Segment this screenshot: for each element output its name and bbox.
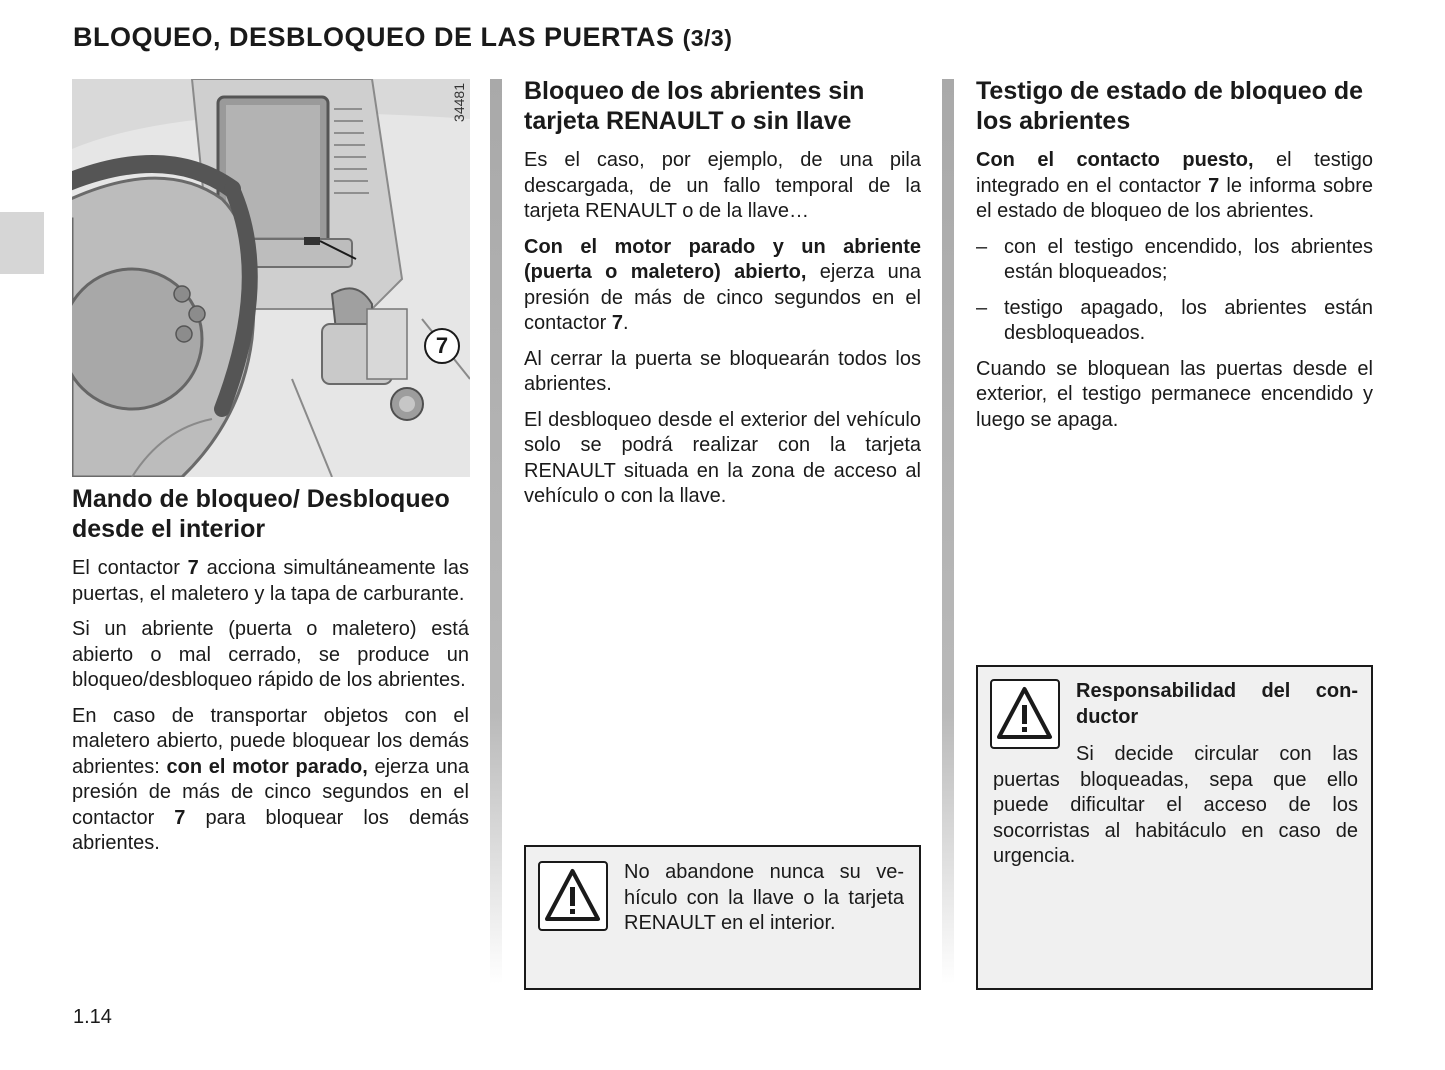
- car-interior-drawing: [72, 79, 470, 477]
- col1-heading: Mando de bloqueo/ Desbloqueo desde el interior: [72, 485, 450, 543]
- column-divider-1: [490, 79, 502, 984]
- callout-7: 7: [424, 328, 460, 364]
- column-divider-2: [942, 79, 954, 984]
- col2-heading: Bloqueo de los abrientes sin tarjeta RENAULT o sin llave: [524, 77, 865, 135]
- col3-paragraph-1: Con el contacto puesto, el testigo integrado en el contactor 7 le informa sobre el estado de bloqueo de los abrientes.: [976, 149, 1374, 222]
- warning-triangle-icon: [990, 679, 1060, 749]
- warning-triangle-icon: [538, 861, 608, 931]
- col3-warning-text: Si decide circular con las puertas bloqueadas, sepa que ello puede dificultar el acceso de los socorristas al habitáculo en caso de urgencia.: [993, 743, 1358, 867]
- page-title-main: BLOQUEO, DESBLOQUEO DE LAS PUERTAS: [73, 22, 675, 52]
- col2-paragraph-2: Con el motor parado y un abriente (puerta o maletero) abierto, ejerza una presión de más de cinco segundos en el contactor 7.: [524, 235, 921, 334]
- col3-warning-box: [976, 665, 1373, 990]
- column-3: [976, 76, 1373, 443]
- col3-heading: Testigo de estado de bloqueo de los abrientes: [976, 77, 1364, 135]
- col1-paragraph-3: En caso de transportar objetos con el maletero abierto, puede bloquear los demás abrientes: con el motor parado, ejerza una presión de más de cinco segundos en el contactor 7 para bloquear los demás abrientes.: [72, 704, 469, 854]
- col3-list-item-1: – con el testigo encendido, los abrientes están bloqueados;: [976, 235, 1373, 283]
- col3-paragraph-2: Cuando se bloquean las puertas desde el exterior, el testigo permanece encendido y luego se apaga.: [976, 357, 1373, 431]
- col2-paragraph-1: Es el caso, por ejemplo, de una pila descargada, de un fallo temporal de la tarjeta RENAULT o de la llave…: [524, 149, 921, 222]
- dashboard-illustration: [72, 79, 470, 477]
- column-2: [524, 76, 921, 520]
- column-1: [72, 484, 469, 867]
- col3-warning-title: Responsabilidad del conductor: [1076, 680, 1358, 728]
- figure-code: 34481: [451, 83, 467, 122]
- page-title-suffix: (3/3): [682, 25, 733, 51]
- col1-paragraph-2: Si un abriente (puerta o maletero) está abierto o mal cerrado, se produce un bloqueo/desbloqueo rápido de los abrientes.: [72, 618, 469, 691]
- col1-paragraph-1: El contactor 7 acciona simultáneamente las puertas, el maletero y la tapa de carburante.: [72, 557, 469, 605]
- page-title: [73, 22, 732, 53]
- section-tab: [0, 212, 44, 274]
- col2-warning-text: No abandone nunca su vehículo con la llave o la tarjeta RENAULT en el interior.: [624, 861, 904, 934]
- col2-paragraph-3: Al cerrar la puerta se bloquearán todos los abrientes.: [524, 347, 921, 395]
- page-number: 1.14: [73, 1006, 112, 1028]
- col2-warning-box: [524, 845, 921, 990]
- col3-list-item-2: – testigo apagado, los abrientes están desbloqueados.: [976, 296, 1373, 344]
- col2-paragraph-4: El desbloqueo desde el exterior del vehículo solo se podrá realizar con la tarjeta RENAULT situada en la zona de acceso al vehículo o con la llave.: [524, 408, 921, 507]
